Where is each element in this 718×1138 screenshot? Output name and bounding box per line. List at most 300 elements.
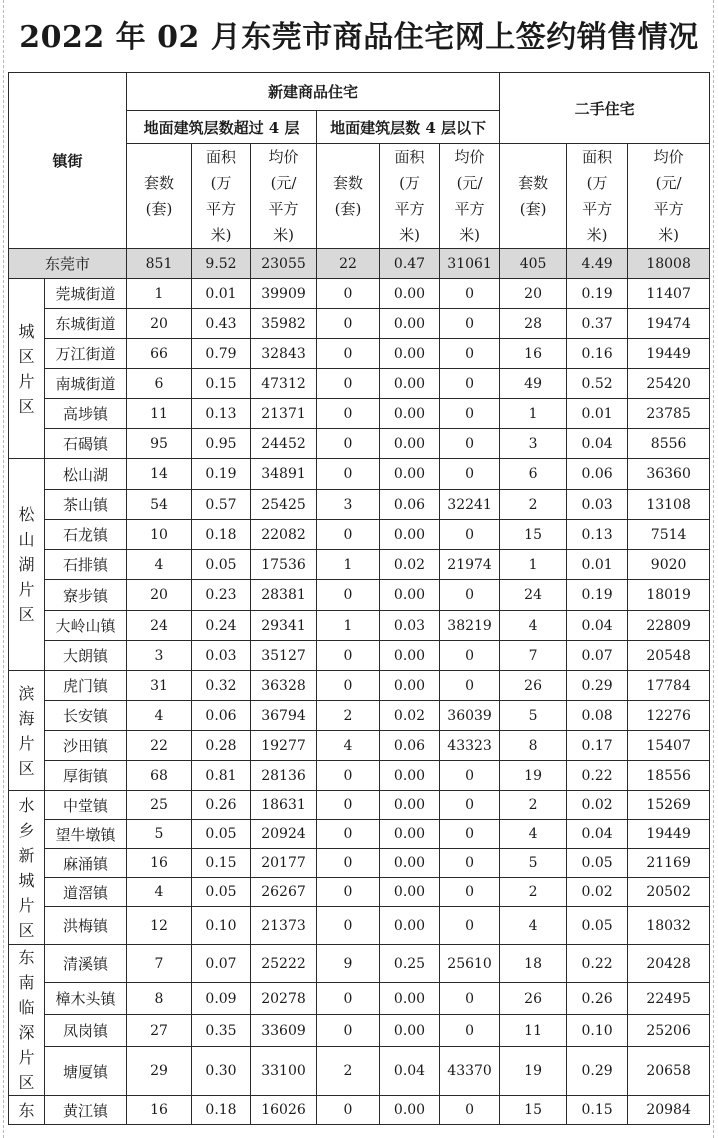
- second-hand-price-cell: 22495: [628, 983, 710, 1015]
- above4-area-cell: 0.09: [192, 983, 251, 1015]
- below4-price-cell: 36039: [440, 701, 500, 731]
- town-name-cell: 长安镇: [45, 701, 127, 731]
- above4-units-cell: 54: [127, 490, 192, 520]
- second-hand-price-cell: 18556: [628, 761, 710, 791]
- above4-units-cell: 16: [127, 849, 192, 878]
- second-hand-units-cell: 8: [500, 731, 567, 761]
- above4-price-cell: 20924: [251, 820, 317, 849]
- below4-area-cell: 0.00: [380, 429, 440, 459]
- below4-price-cell: 0: [440, 671, 500, 701]
- town-name-cell: 樟木头镇: [45, 983, 127, 1015]
- above4-area-cell: 0.32: [192, 671, 251, 701]
- below4-units-cell: 1: [317, 550, 380, 580]
- below4-units-cell: 0: [317, 641, 380, 671]
- below4-area-cell: 0.00: [380, 399, 440, 429]
- town-name-cell: 高埗镇: [45, 399, 127, 429]
- second-hand-price-cell: 18019: [628, 580, 710, 611]
- second-hand-price-cell: 20984: [628, 1096, 710, 1125]
- table-row: [9, 671, 710, 701]
- below4-area-cell: 0.00: [380, 761, 440, 791]
- town-name-cell: 大朗镇: [45, 641, 127, 671]
- below4-area-cell: 0.06: [380, 731, 440, 761]
- second-hand-units-cell: 405: [500, 249, 567, 279]
- below4-area-cell: 0.00: [380, 791, 440, 820]
- below4-price-cell: 0: [440, 580, 500, 611]
- second-hand-price-cell: 15407: [628, 731, 710, 761]
- above4-area-cell: 0.13: [192, 399, 251, 429]
- second-hand-price-cell: 18008: [628, 249, 710, 279]
- above4-price-header: 均价 (元/ 平方 米): [251, 144, 317, 249]
- above4-area-cell: 0.26: [192, 791, 251, 820]
- second-hand-units-cell: 49: [500, 369, 567, 399]
- below4-area-cell: 0.00: [380, 820, 440, 849]
- second-hand-units-cell: 28: [500, 309, 567, 339]
- second-hand-area-cell: 0.02: [567, 878, 628, 907]
- second-hand-area-cell: 0.17: [567, 731, 628, 761]
- above4-price-cell: 25222: [251, 945, 317, 983]
- below4-units-cell: 0: [317, 309, 380, 339]
- second-hand-price-header: 均价 (元/ 平方 米): [628, 144, 710, 249]
- second-hand-area-cell: 0.08: [567, 701, 628, 731]
- above4-units-cell: 7: [127, 945, 192, 983]
- second-hand-units-cell: 19: [500, 1047, 567, 1096]
- below4-price-cell: 25610: [440, 945, 500, 983]
- below4-header: 地面建筑层数 4 层以下: [317, 111, 500, 144]
- above4-area-cell: 0.10: [192, 907, 251, 945]
- below4-units-cell: 0: [317, 791, 380, 820]
- below4-area-cell: 0.00: [380, 279, 440, 309]
- above4-area-cell: 0.15: [192, 849, 251, 878]
- town-name-cell: 黄江镇: [45, 1096, 127, 1125]
- above4-price-cell: 47312: [251, 369, 317, 399]
- second-hand-area-cell: 0.06: [567, 459, 628, 490]
- table-row: [9, 761, 710, 791]
- above4-units-cell: 11: [127, 399, 192, 429]
- town-name-cell: 虎门镇: [45, 671, 127, 701]
- second-hand-units-cell: 6: [500, 459, 567, 490]
- above4-area-cell: 0.79: [192, 339, 251, 369]
- second-hand-price-cell: 20658: [628, 1047, 710, 1096]
- below4-price-cell: 0: [440, 791, 500, 820]
- second-hand-units-cell: 15: [500, 1096, 567, 1125]
- above4-area-cell: 0.05: [192, 550, 251, 580]
- town-name-cell: 沙田镇: [45, 731, 127, 761]
- town-name-cell: 东城街道: [45, 309, 127, 339]
- table-row: [9, 791, 710, 820]
- above4-units-cell: 22: [127, 731, 192, 761]
- below4-units-cell: 0: [317, 983, 380, 1015]
- town-name-cell: 凤岗镇: [45, 1015, 127, 1047]
- second-hand-area-cell: 0.07: [567, 641, 628, 671]
- below4-price-cell: 0: [440, 459, 500, 490]
- below4-units-cell: 0: [317, 459, 380, 490]
- below4-area-cell: 0.00: [380, 459, 440, 490]
- table-row: [9, 641, 710, 671]
- above4-price-cell: 17536: [251, 550, 317, 580]
- second-hand-price-cell: 36360: [628, 459, 710, 490]
- second-hand-units-header: 套数 (套): [500, 144, 567, 249]
- above4-area-cell: 0.30: [192, 1047, 251, 1096]
- town-name-cell: 石排镇: [45, 550, 127, 580]
- second-hand-price-cell: 19474: [628, 309, 710, 339]
- below4-units-cell: 0: [317, 820, 380, 849]
- above4-area-cell: 0.24: [192, 611, 251, 641]
- below4-area-cell: 0.00: [380, 309, 440, 339]
- below4-area-cell: 0.00: [380, 580, 440, 611]
- below4-area-cell: 0.00: [380, 339, 440, 369]
- above4-units-header: 套数 (套): [127, 144, 192, 249]
- below4-area-cell: 0.47: [380, 249, 440, 279]
- second-hand-price-cell: 20548: [628, 641, 710, 671]
- below4-area-cell: 0.02: [380, 550, 440, 580]
- table-row: [9, 369, 710, 399]
- below4-units-cell: 22: [317, 249, 380, 279]
- table-row: [9, 945, 710, 983]
- town-name-cell: 茶山镇: [45, 490, 127, 520]
- above4-units-cell: 16: [127, 1096, 192, 1125]
- below4-price-cell: 0: [440, 1015, 500, 1047]
- above4-area-cell: 0.43: [192, 309, 251, 339]
- second-hand-price-cell: 20428: [628, 945, 710, 983]
- second-hand-area-cell: 0.29: [567, 1047, 628, 1096]
- second-hand-units-cell: 3: [500, 429, 567, 459]
- table-row: [9, 1096, 710, 1125]
- second-hand-area-cell: 0.15: [567, 1096, 628, 1125]
- above4-area-cell: 9.52: [192, 249, 251, 279]
- below4-price-cell: 43370: [440, 1047, 500, 1096]
- below4-units-cell: 0: [317, 849, 380, 878]
- above4-units-cell: 27: [127, 1015, 192, 1047]
- second-hand-price-cell: 8556: [628, 429, 710, 459]
- table-row: [9, 611, 710, 641]
- below4-price-cell: 0: [440, 309, 500, 339]
- below4-units-cell: 2: [317, 701, 380, 731]
- below4-price-header: 均价 (元/ 平方 米): [440, 144, 500, 249]
- above4-price-cell: 35982: [251, 309, 317, 339]
- above4-price-cell: 36794: [251, 701, 317, 731]
- above4-units-cell: 8: [127, 983, 192, 1015]
- second-hand-area-cell: 0.16: [567, 339, 628, 369]
- table-row: [9, 849, 710, 878]
- second-hand-area-cell: 0.01: [567, 399, 628, 429]
- total-name-cell: 东莞市: [9, 249, 127, 279]
- table-row: [9, 490, 710, 520]
- town-name-cell: 石龙镇: [45, 520, 127, 550]
- below4-units-cell: 4: [317, 731, 380, 761]
- above4-price-cell: 25425: [251, 490, 317, 520]
- table-row: [9, 983, 710, 1015]
- second-hand-area-cell: 4.49: [567, 249, 628, 279]
- table-row: [9, 520, 710, 550]
- below4-area-cell: 0.00: [380, 671, 440, 701]
- below4-units-cell: 0: [317, 279, 380, 309]
- second-hand-area-cell: 0.19: [567, 279, 628, 309]
- above4-units-cell: 12: [127, 907, 192, 945]
- above4-units-cell: 95: [127, 429, 192, 459]
- below4-units-cell: 0: [317, 520, 380, 550]
- town-name-cell: 寮步镇: [45, 580, 127, 611]
- second-hand-area-cell: 0.37: [567, 309, 628, 339]
- table-row: [9, 550, 710, 580]
- total-row: [9, 249, 710, 279]
- town-name-cell: 松山湖: [45, 459, 127, 490]
- above4-units-cell: 29: [127, 1047, 192, 1096]
- below4-price-cell: 0: [440, 369, 500, 399]
- table-row: [9, 580, 710, 611]
- table-row: [9, 339, 710, 369]
- region-label: 东 南 临 深 片 区: [9, 945, 45, 1096]
- second-hand-area-header: 面积 (万 平方 米): [567, 144, 628, 249]
- below4-price-cell: 21974: [440, 550, 500, 580]
- below4-units-cell: 0: [317, 671, 380, 701]
- above4-price-cell: 29341: [251, 611, 317, 641]
- below4-units-cell: 0: [317, 369, 380, 399]
- below4-price-cell: 31061: [440, 249, 500, 279]
- second-hand-area-cell: 0.13: [567, 520, 628, 550]
- below4-price-cell: 0: [440, 339, 500, 369]
- above4-units-cell: 4: [127, 550, 192, 580]
- above4-units-cell: 20: [127, 580, 192, 611]
- second-hand-units-cell: 24: [500, 580, 567, 611]
- second-hand-area-cell: 0.04: [567, 820, 628, 849]
- second-hand-units-cell: 5: [500, 701, 567, 731]
- second-hand-units-cell: 19: [500, 761, 567, 791]
- second-hand-price-cell: 15269: [628, 791, 710, 820]
- above4-price-cell: 22082: [251, 520, 317, 550]
- below4-area-cell: 0.00: [380, 1015, 440, 1047]
- below4-units-cell: 3: [317, 490, 380, 520]
- below4-area-cell: 0.00: [380, 878, 440, 907]
- above4-price-cell: 28381: [251, 580, 317, 611]
- below4-price-cell: 0: [440, 520, 500, 550]
- second-hand-area-cell: 0.02: [567, 791, 628, 820]
- second-hand-units-cell: 2: [500, 878, 567, 907]
- below4-area-cell: 0.00: [380, 641, 440, 671]
- town-name-cell: 望牛墩镇: [45, 820, 127, 849]
- above4-price-cell: 35127: [251, 641, 317, 671]
- below4-area-header: 面积 (万 平方 米): [380, 144, 440, 249]
- second-hand-price-cell: 19449: [628, 339, 710, 369]
- second-hand-price-cell: 9020: [628, 550, 710, 580]
- below4-area-cell: 0.00: [380, 1096, 440, 1125]
- below4-price-cell: 43323: [440, 731, 500, 761]
- below4-area-cell: 0.00: [380, 983, 440, 1015]
- second-hand-area-cell: 0.05: [567, 907, 628, 945]
- below4-units-cell: 9: [317, 945, 380, 983]
- second-hand-price-cell: 21169: [628, 849, 710, 878]
- table-row: [9, 1015, 710, 1047]
- below4-units-cell: 0: [317, 1015, 380, 1047]
- above4-price-cell: 32843: [251, 339, 317, 369]
- region-label: 松 山 湖 片 区: [9, 459, 45, 671]
- town-name-cell: 道滘镇: [45, 878, 127, 907]
- below4-units-cell: 0: [317, 878, 380, 907]
- below4-units-cell: 0: [317, 339, 380, 369]
- town-name-cell: 清溪镇: [45, 945, 127, 983]
- table-row: [9, 820, 710, 849]
- above4-price-cell: 20177: [251, 849, 317, 878]
- second-hand-units-cell: 26: [500, 983, 567, 1015]
- above4-units-cell: 66: [127, 339, 192, 369]
- table-row: [9, 701, 710, 731]
- below4-units-cell: 0: [317, 1096, 380, 1125]
- town-name-cell: 万江街道: [45, 339, 127, 369]
- town-name-cell: 石碣镇: [45, 429, 127, 459]
- second-hand-price-cell: 7514: [628, 520, 710, 550]
- above4-units-cell: 5: [127, 820, 192, 849]
- second-hand-area-cell: 0.05: [567, 849, 628, 878]
- above4-units-cell: 14: [127, 459, 192, 490]
- below4-area-cell: 0.00: [380, 369, 440, 399]
- region-label: 城 区 片 区: [9, 279, 45, 459]
- table-row: [9, 459, 710, 490]
- second-hand-area-cell: 0.01: [567, 550, 628, 580]
- table-row: [9, 731, 710, 761]
- below4-price-cell: 0: [440, 641, 500, 671]
- below4-price-cell: 0: [440, 878, 500, 907]
- above4-area-cell: 0.81: [192, 761, 251, 791]
- page-border-right: [713, 0, 714, 1138]
- above4-area-cell: 0.01: [192, 279, 251, 309]
- below4-area-cell: 0.03: [380, 611, 440, 641]
- second-hand-units-cell: 1: [500, 399, 567, 429]
- above4-area-header: 面积 (万 平方 米): [192, 144, 251, 249]
- above4-price-cell: 28136: [251, 761, 317, 791]
- below4-area-cell: 0.02: [380, 701, 440, 731]
- second-hand-units-cell: 2: [500, 791, 567, 820]
- above4-units-cell: 3: [127, 641, 192, 671]
- second-hand-price-cell: 11407: [628, 279, 710, 309]
- above4-price-cell: 23055: [251, 249, 317, 279]
- town-name-cell: 麻涌镇: [45, 849, 127, 878]
- second-hand-price-cell: 19449: [628, 820, 710, 849]
- region-label: 滨 海 片 区: [9, 671, 45, 791]
- below4-area-cell: 0.00: [380, 520, 440, 550]
- below4-units-cell: 0: [317, 399, 380, 429]
- below4-price-cell: 0: [440, 820, 500, 849]
- second-hand-area-cell: 0.26: [567, 983, 628, 1015]
- above4-units-cell: 6: [127, 369, 192, 399]
- below4-units-cell: 0: [317, 761, 380, 791]
- below4-area-cell: 0.00: [380, 849, 440, 878]
- above4-area-cell: 0.05: [192, 820, 251, 849]
- second-hand-area-cell: 0.10: [567, 1015, 628, 1047]
- second-hand-units-cell: 4: [500, 611, 567, 641]
- above4-price-cell: 21373: [251, 907, 317, 945]
- town-name-cell: 大岭山镇: [45, 611, 127, 641]
- above4-price-cell: 26267: [251, 878, 317, 907]
- below4-area-cell: 0.06: [380, 490, 440, 520]
- above4-units-cell: 24: [127, 611, 192, 641]
- second-hand-area-cell: 0.04: [567, 611, 628, 641]
- below4-price-cell: 0: [440, 399, 500, 429]
- second-hand-price-cell: 23785: [628, 399, 710, 429]
- below4-area-cell: 0.04: [380, 1047, 440, 1096]
- above4-units-cell: 25: [127, 791, 192, 820]
- town-name-cell: 塘厦镇: [45, 1047, 127, 1096]
- table-row: [9, 279, 710, 309]
- second-hand-units-cell: 2: [500, 490, 567, 520]
- above4-area-cell: 0.19: [192, 459, 251, 490]
- second-hand-units-cell: 18: [500, 945, 567, 983]
- second-hand-price-cell: 13108: [628, 490, 710, 520]
- second-hand-price-cell: 22809: [628, 611, 710, 641]
- second-hand-units-cell: 20: [500, 279, 567, 309]
- table-row: [9, 399, 710, 429]
- above4-area-cell: 0.06: [192, 701, 251, 731]
- table-row: [9, 1047, 710, 1096]
- below4-price-cell: 0: [440, 761, 500, 791]
- above4-price-cell: 18631: [251, 791, 317, 820]
- second-hand-units-cell: 5: [500, 849, 567, 878]
- town-name-cell: 洪梅镇: [45, 907, 127, 945]
- sales-table: [8, 72, 710, 1125]
- below4-price-cell: 0: [440, 907, 500, 945]
- below4-price-cell: 38219: [440, 611, 500, 641]
- town-name-cell: 厚街镇: [45, 761, 127, 791]
- second-hand-area-cell: 0.03: [567, 490, 628, 520]
- above4-units-cell: 4: [127, 878, 192, 907]
- above4-units-cell: 851: [127, 249, 192, 279]
- above4-area-cell: 0.03: [192, 641, 251, 671]
- below4-units-header: 套数 (套): [317, 144, 380, 249]
- page-title: 2022 年 02 月东莞市商品住宅网上签约销售情况: [19, 20, 699, 55]
- second-hand-units-cell: 4: [500, 907, 567, 945]
- second-hand-units-cell: 1: [500, 550, 567, 580]
- town-header: 镇街: [9, 73, 127, 249]
- above4-area-cell: 0.28: [192, 731, 251, 761]
- above4-price-cell: 24452: [251, 429, 317, 459]
- table-row: [9, 907, 710, 945]
- below4-price-cell: 32241: [440, 490, 500, 520]
- above4-area-cell: 0.07: [192, 945, 251, 983]
- above4-area-cell: 0.05: [192, 878, 251, 907]
- below4-area-cell: 0.00: [380, 907, 440, 945]
- below4-price-cell: 0: [440, 983, 500, 1015]
- below4-units-cell: 0: [317, 580, 380, 611]
- second-hand-units-cell: 15: [500, 520, 567, 550]
- above4-price-cell: 33609: [251, 1015, 317, 1047]
- below4-price-cell: 0: [440, 279, 500, 309]
- second-hand-units-cell: 11: [500, 1015, 567, 1047]
- above4-units-cell: 4: [127, 701, 192, 731]
- above4-area-cell: 0.95: [192, 429, 251, 459]
- second-hand-units-cell: 26: [500, 671, 567, 701]
- above4-area-cell: 0.18: [192, 520, 251, 550]
- second-hand-units-cell: 4: [500, 820, 567, 849]
- town-name-cell: 中堂镇: [45, 791, 127, 820]
- below4-units-cell: 2: [317, 1047, 380, 1096]
- table-row: [9, 878, 710, 907]
- above4-units-cell: 68: [127, 761, 192, 791]
- second-hand-price-cell: 18032: [628, 907, 710, 945]
- above4-units-cell: 1: [127, 279, 192, 309]
- second-hand-header: 二手住宅: [500, 73, 710, 144]
- second-hand-area-cell: 0.04: [567, 429, 628, 459]
- above4-header: 地面建筑层数超过 4 层: [127, 111, 317, 144]
- page-border-left: [3, 0, 4, 1138]
- second-hand-area-cell: 0.22: [567, 761, 628, 791]
- below4-price-cell: 0: [440, 1096, 500, 1125]
- below4-area-cell: 0.25: [380, 945, 440, 983]
- above4-price-cell: 21371: [251, 399, 317, 429]
- second-hand-units-cell: 7: [500, 641, 567, 671]
- below4-units-cell: 0: [317, 429, 380, 459]
- above4-price-cell: 34891: [251, 459, 317, 490]
- second-hand-price-cell: 17784: [628, 671, 710, 701]
- below4-price-cell: 0: [440, 849, 500, 878]
- second-hand-area-cell: 0.29: [567, 671, 628, 701]
